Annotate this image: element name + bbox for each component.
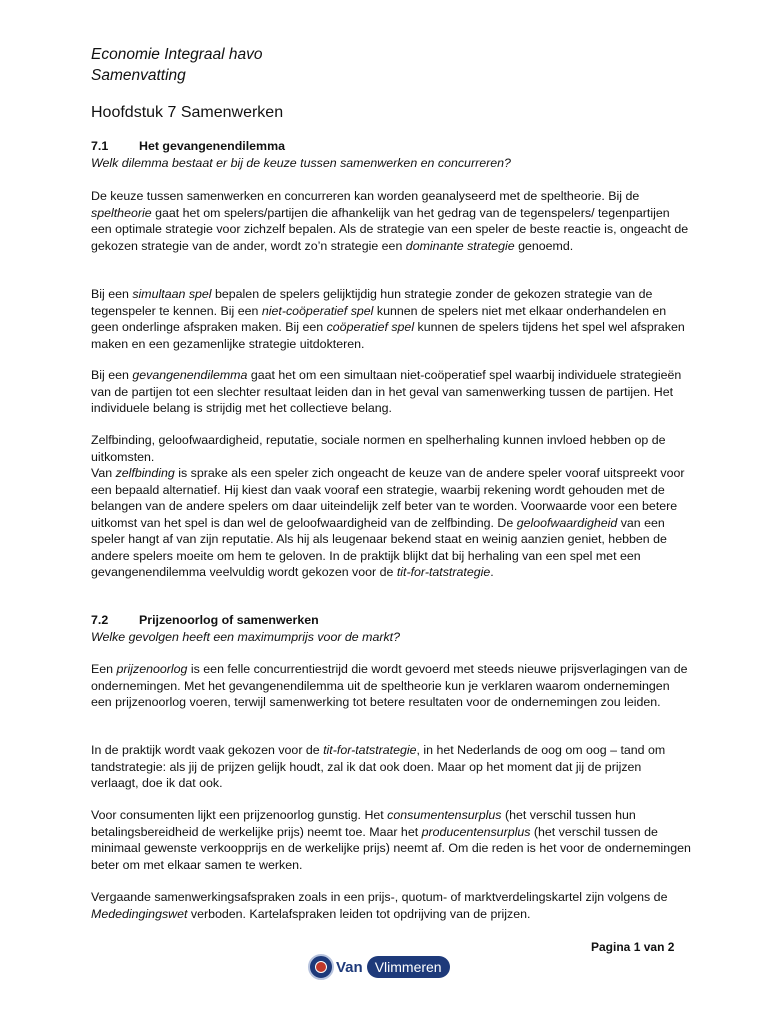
- page-total: 2: [667, 940, 675, 954]
- document-title: [91, 44, 262, 86]
- section-heading: [91, 612, 691, 629]
- paragraph: In de praktijk wordt vaak gekozen voor de tit-for-tatstrategie, in het Nederlands de oog om oog – tand om tandstrategie: als jij de prijzen gelijk houdt, zal ik dat ook doen. Maar op het moment dat jij de prijzen verlaagt, doe ik dat ook.: [91, 743, 666, 790]
- section-heading: [91, 138, 691, 155]
- paragraph: Voor consumenten lijkt een prijzenoorlog gunstig. Het consumentensurplus (het verschil tussen hun betalingsbereidheid de werkelijke prijs) neemt toe. Maar het producentensurplus (het verschil tussen de minimaal gewenste verkoopprijs en de werkelijke prijs) neemt af. Om die reden is het voor de ondernemingen beter om met elkaar samen te werken.: [91, 808, 691, 872]
- logo-emblem-icon: [308, 954, 334, 980]
- section-number: 7.1: [91, 139, 109, 153]
- paragraph: Vergaande samenwerkingsafspraken zoals in een prijs-, quotum- of marktverdelingskartel zijn volgens de Mededingingswet verboden. Kartelafspraken leiden tot opdrijving van de prijzen.: [91, 890, 668, 921]
- page-label: Pagina: [591, 940, 631, 954]
- publisher-logo: [308, 952, 458, 982]
- paragraph: Bij een simultaan spel bepalen de spelers gelijktijdig hun strategie zonder de gekozen strategie van de tegenspeler te kennen. Bij een niet-coöperatief spel kunnen de spelers niet met elkaar onderhandelen en geen onderlinge afspraken maken. Bij een coöperatief spel kunnen de spelers tijdens het spel wel afspraken maken en een gezamenlijke strategie uitdokteren.: [91, 287, 685, 351]
- page-of-label: van: [643, 940, 665, 954]
- logo-word-van: Van: [336, 958, 363, 976]
- page-current: 1: [633, 940, 641, 954]
- title-line-2: Samenvatting: [91, 67, 186, 84]
- paragraph: Bij een gevangenendilemma gaat het om een simultaan niet-coöperatief spel waarbij individuele strategieën van de partijen tot een slechter resultaat leiden dan in het geval van samenwerking tussen de partijen. Het individuele belang is strijdig met het collectieve belang.: [91, 368, 682, 415]
- section-question: Welk dilemma bestaat er bij de keuze tussen samenwerken en concurreren?: [91, 155, 511, 170]
- section-number: 7.2: [91, 613, 109, 627]
- page-number: [591, 940, 674, 954]
- paragraph: Een prijzenoorlog is een felle concurrentiestrijd die wordt gevoerd met steeds nieuwe prijsverlagingen van de ondernemingen. Met het gevangenendilemma uit de speltheorie kun je verklaren waarom ondernemingen een prijzenoorlog voeren, terwijl samenwerking tot betere resultaten voor de ondernemingen zou leiden.: [91, 662, 688, 709]
- paragraph: Zelfbinding, geloofwaardigheid, reputatie, sociale normen en spelherhaling kunnen invloed hebben op de uitkomsten. Van zelfbinding is sprake als een speler zich ongeacht de keuze van de andere speler vooraf uitspreekt voor een bepaald alternatief. Hij kiest dan vaak vooraf een strategie, waarbij rekening wordt gehouden met de belangen van de andere spelers om daar uiteindelijk zelf beter van te worden. Voorwaarde voor een betere uitkomst van het spel is dan wel de geloofwaardigheid van de zelfbinding. De geloofwaardigheid van een speler hangt af van zijn reputatie. Als hij als leugenaar bekend staat en weinig aanzien geniet, hebben de andere spelers moeite om hem te geloven. In de praktijk blijkt dat bij herhaling van een spel met een gevangenendilemma veelvuldig wordt gekozen voor de tit-for-tatstrategie.: [91, 433, 685, 579]
- title-line-1: Economie Integraal havo: [91, 46, 263, 63]
- section-question: Welke gevolgen heeft een maximumprijs voor de markt?: [91, 629, 400, 644]
- section-7-1-header: [91, 138, 691, 171]
- chapter-heading: Hoofdstuk 7 Samenwerken: [91, 104, 284, 121]
- section-7-2-header: [91, 612, 691, 645]
- section-title: Het gevangenendilemma: [139, 139, 285, 153]
- logo-word-vlimmeren: Vlimmeren: [367, 956, 450, 978]
- section-title: Prijzenoorlog of samenwerken: [139, 613, 319, 627]
- paragraph: De keuze tussen samenwerken en concurreren kan worden geanalyseerd met de speltheorie. Bij de speltheorie gaat het om spelers/partijen die afhankelijk van het gedrag van de tegenspelers/ tegenpartijen een optimale strategie voor zichzelf bepalen. Als de strategie van een speler de beste reactie is, ongeacht de gekozen strategie van de ander, wordt zo’n strategie een dominante strategie genoemd.: [91, 189, 689, 253]
